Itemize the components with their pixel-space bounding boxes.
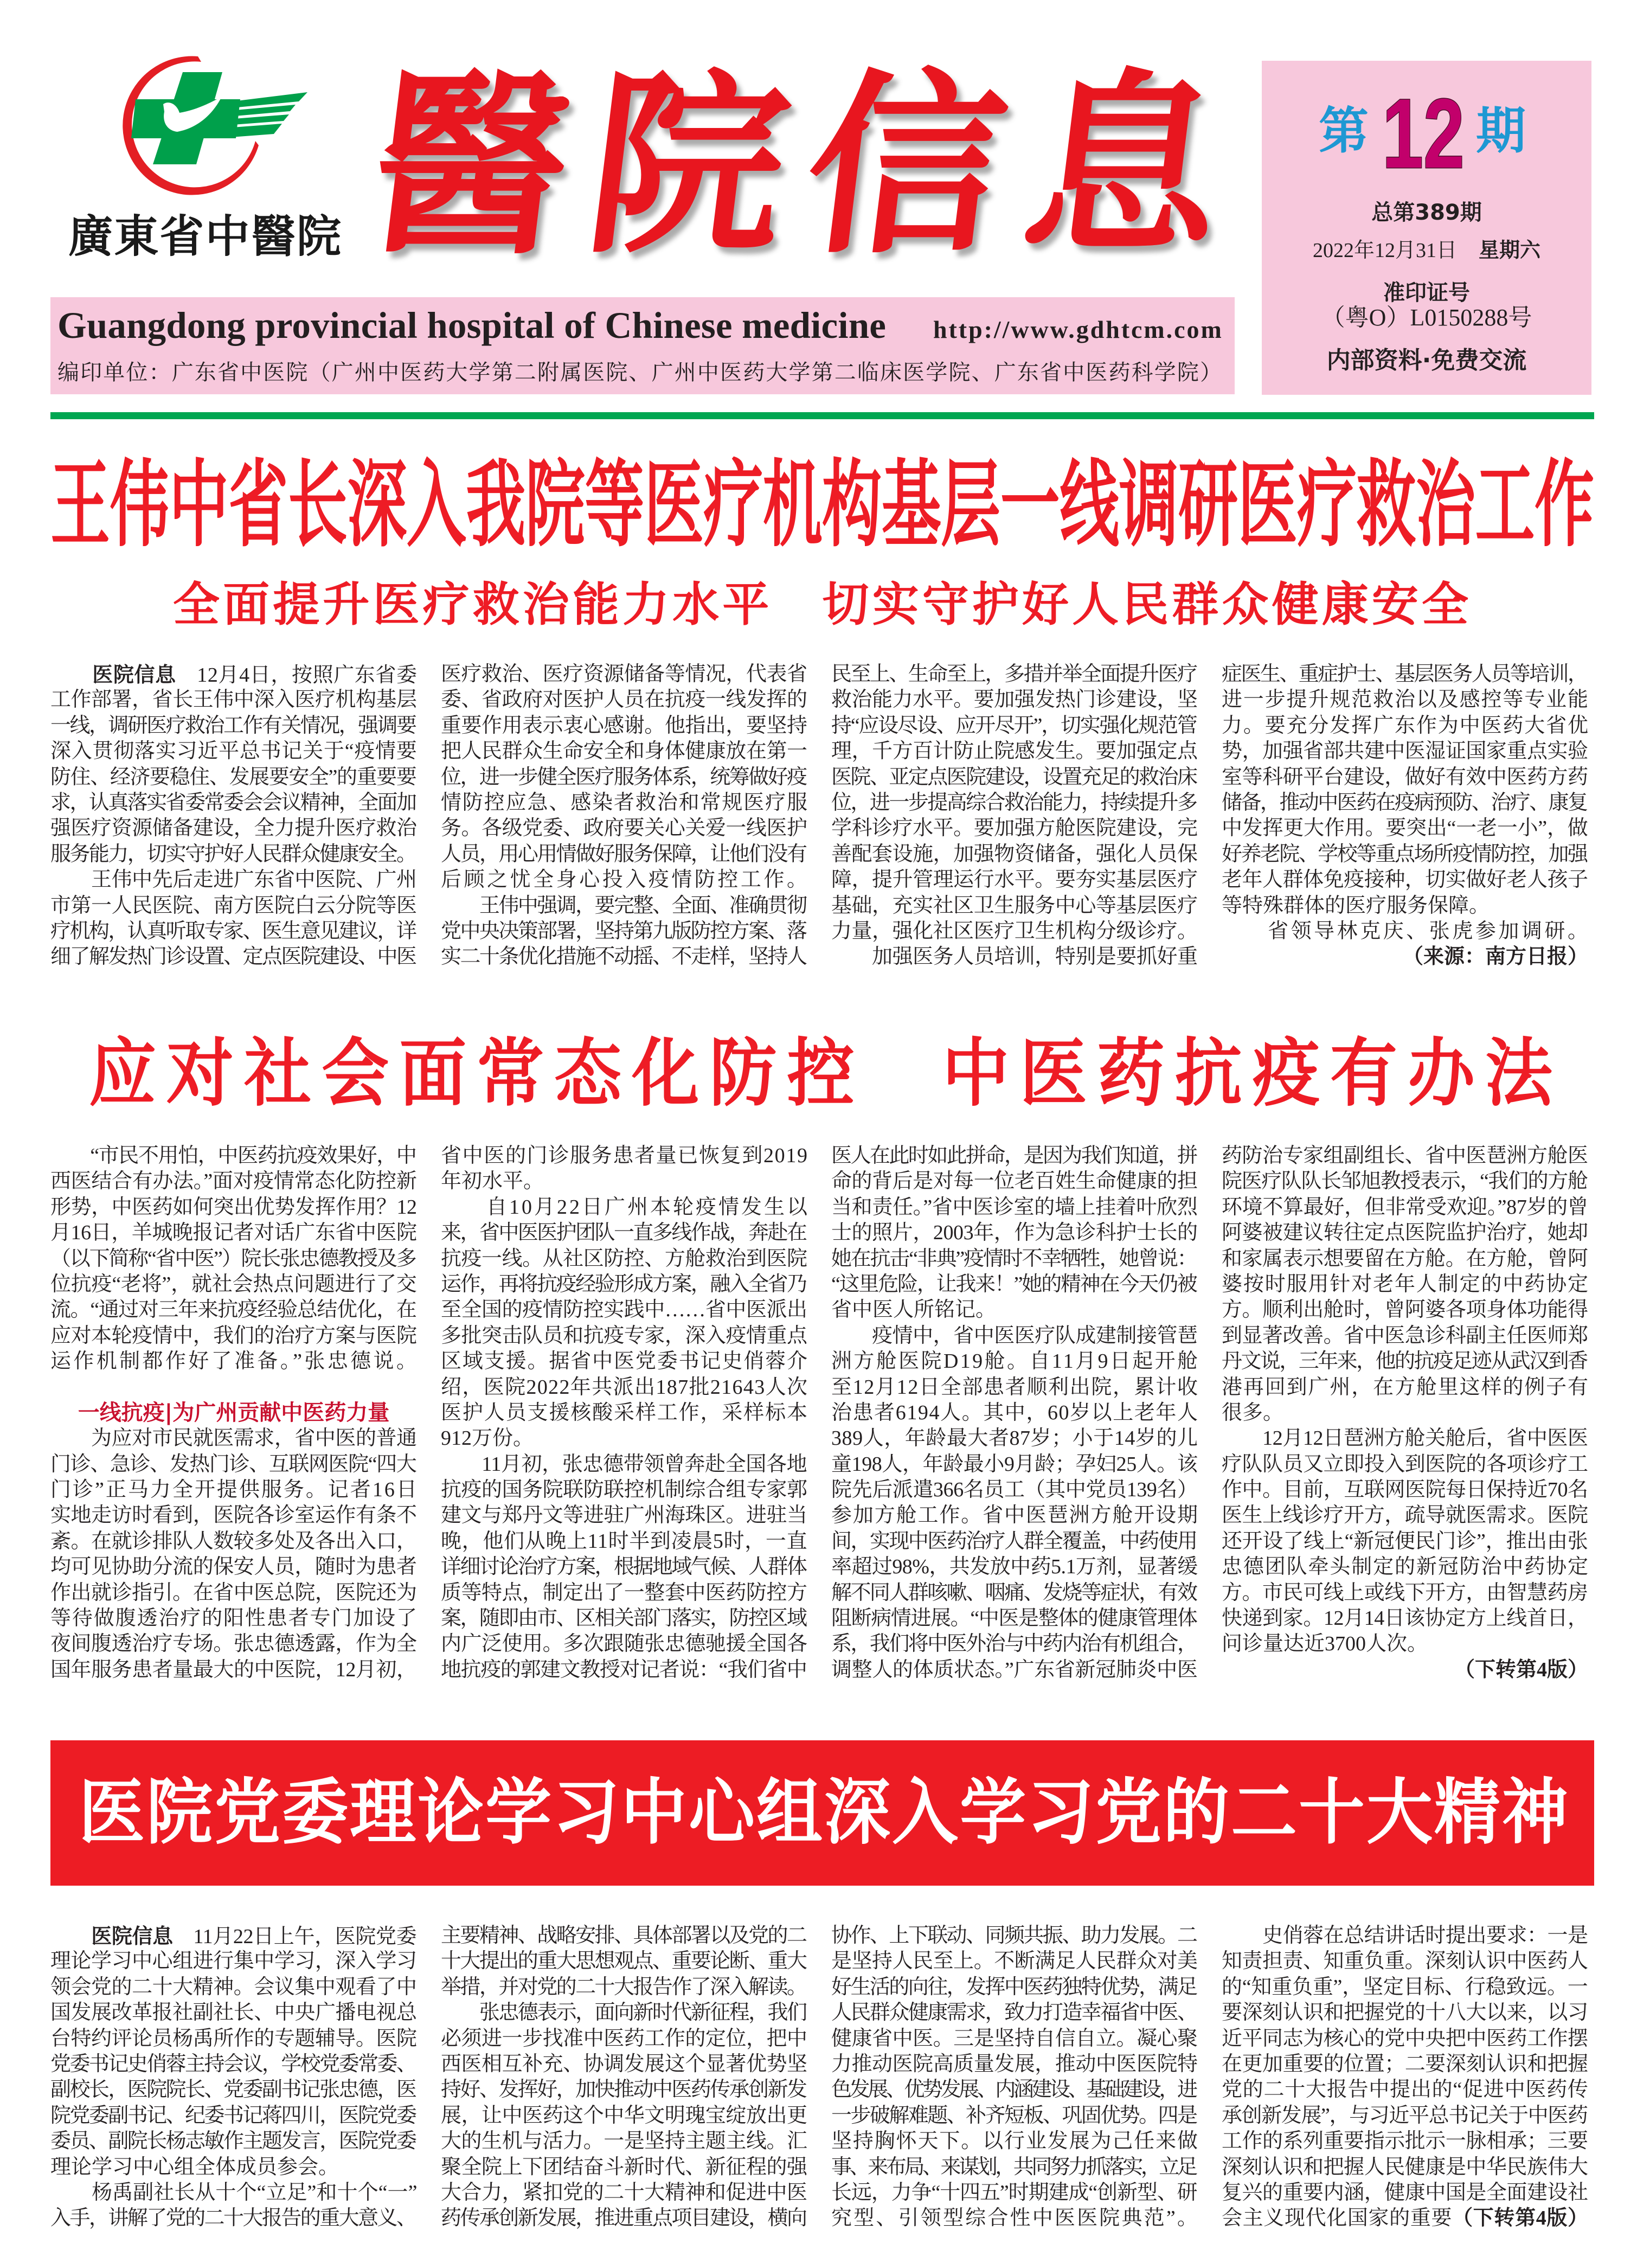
text-line: 的“知重负重”，坚定目标、行稳致远。一 <box>1222 1975 1588 1998</box>
article-column <box>831 1143 1198 1683</box>
article-column <box>50 1143 420 1683</box>
text-line: 加强医务人员培训，特别是要抓好重 <box>831 945 1198 969</box>
text-line: 还开设了线上“新冠便民门诊”，推出由张 <box>1222 1529 1588 1553</box>
text-line: 案，随即由市、区相关部门落实，防控区域 <box>441 1607 806 1630</box>
text-line: 运作机制都作好了准备。”张忠德说。 <box>50 1350 420 1373</box>
text-line: 力。要充分发挥广东作为中医药大省优 <box>1222 714 1589 737</box>
weekday: 星期六 <box>1479 239 1541 262</box>
text-line: 解不同人群咳嗽、咽痛、发烧等症状，有效 <box>831 1581 1197 1604</box>
text-line: 后顾之忧全身心投入疫情防控工作。 <box>441 868 810 892</box>
text-line: 西医结合有办法。”面对疫情常态化防控新 <box>50 1170 417 1193</box>
text-line: 务。各级党委、政府要关心关爱一线医护 <box>441 817 807 840</box>
text-line: 阻断病情进展。“中医是整体的健康管理体 <box>831 1607 1197 1630</box>
total-issue: 总第389期 <box>1371 200 1482 225</box>
text-line: 建文与郑丹文等进驻广州海珠区。进驻当 <box>441 1504 807 1527</box>
text-line: 至12月12日全部患者顺利出院，累计收 <box>831 1375 1199 1399</box>
text-line: 近平同志为核心的党中央把中医药工作摆 <box>1222 2027 1588 2050</box>
text-line: 大的生机与活力。一是坚持主题主线。汇 <box>441 2130 807 2153</box>
text-line: 持好、发挥好，加快推动中医药传承创新发 <box>441 2078 806 2102</box>
text-line: 服务能力，切实守护好人民群众健康安全。 <box>50 842 416 866</box>
text-line: 症医生、重症护士、基层医务人员等培训， <box>1222 663 1587 685</box>
text-line: 坚持胸怀天下。以行业发展为己任来做 <box>831 2130 1199 2153</box>
text-line: 力推动医院高质量发展，推动中医医院特 <box>831 2052 1198 2075</box>
text-line: 晚，他们从晚上11时半到凌晨5时，一直 <box>441 1529 808 1553</box>
text-line: 协作、上下联动、同频共振、助力发展。二 <box>831 1924 1197 1947</box>
text-line: 理论学习中心组全体成员参会。 <box>50 2155 339 2179</box>
text-line: 到显著改善。省中医急诊科副主任医师郑 <box>1222 1324 1588 1347</box>
text-line: 国发展改革报社副社长、中央广播电视总 <box>50 2001 417 2024</box>
text-line: 西医相互补充、协调发展这个显著优势坚 <box>441 2052 807 2075</box>
text-line: 主要精神、战略安排、具体部署以及党的二 <box>441 1924 806 1947</box>
text-line: 储备，推动中医药在疫病预防、治疗、康复 <box>1222 791 1587 814</box>
text-line: 党的二十大报告中提出的“促进中医药传 <box>1222 2078 1589 2102</box>
text-line: 治患者6194人。其中，60岁以上老年人 <box>831 1401 1199 1424</box>
article-column <box>50 662 417 970</box>
text-line: 副校长，医院院长、党委副书记张忠德，医 <box>50 2078 416 2102</box>
text-line: 举措，并对党的二十大报告作了深入解读。 <box>441 1975 806 1998</box>
text-line: 士的照片，2003年，作为急诊科护士长的 <box>831 1221 1198 1245</box>
text-line: 医生上线诊疗开方，疏导就医需求。医院 <box>1222 1504 1588 1527</box>
text-line: 位，进一步健全医疗服务体系，统筹做好疫 <box>441 765 806 789</box>
text-line: 强医疗资源储备建设，全力提升医疗救治 <box>50 817 417 840</box>
text-line: 环境不算最好，但非常受欢迎。”87岁的曾 <box>1222 1195 1588 1219</box>
text-line: 当和责任。”省中医诊室的墙上挂着叶欣烈 <box>831 1195 1198 1219</box>
text-line: 领会党的二十大精神。会议集中观看了中 <box>50 1975 417 1998</box>
website-url: http://www.gdhtcm.com <box>933 316 1223 343</box>
english-hospital-name: Guangdong provincial hospital of Chinese medicine <box>57 305 887 346</box>
text-line: 疫情中，省中医医疗队成建制接管琶 <box>831 1324 1198 1347</box>
text-line: 是坚持人民至上。不断满足人民群众对美 <box>831 1950 1198 1973</box>
text-line: 省中医的门诊服务患者量已恢复到2019 <box>441 1144 808 1167</box>
text-line: 自10月22日广州本轮疫情发生以 <box>441 1195 810 1219</box>
text-line: 工作部署，省长王伟中深入医疗机构基层 <box>50 688 417 712</box>
text-line: 位抗疫“老将”，就社会热点问题进行了交 <box>50 1272 417 1296</box>
text-line: 究型、引领型综合性中医医院典范”。 <box>831 2207 1200 2230</box>
text-line: 人员，用心用情做好服务保障，让他们没有 <box>441 842 806 866</box>
text-line: 大合力，紧扣党的二十大精神和促进中医 <box>441 2181 807 2204</box>
text-line: 院医疗队队长邹旭教授表示，“我们的方舱 <box>1222 1170 1588 1193</box>
text-line: 室等科研平台建设，做好有效中医药方药 <box>1222 765 1588 789</box>
hospital-name: 廣東省中醫院 <box>68 210 343 262</box>
text-line: 细了解发热门诊设置、定点医院建设、中医 <box>50 945 416 969</box>
text-line: 抗疫一线。从社区防控、方舱救治到医院 <box>441 1247 807 1270</box>
blank-line <box>50 1375 417 1400</box>
text-line: 她在抗击“非典”疫情时不幸牺牲，她曾说： <box>831 1247 1197 1270</box>
text-line: 一线，调研医疗救治工作有关情况，强调要 <box>50 714 416 737</box>
text-line: 求，认真落实省委常委会会议精神，全面加 <box>50 791 416 814</box>
distribution-note: 内部资料·免费交流 <box>1326 347 1527 374</box>
headline: 应对社会面常态化防控 中医药抗疫有办法 <box>89 1030 1563 1117</box>
publisher-line: 编印单位：广东省中医院（广州中医药大学第二附属医院、广州中医药大学第二临床医学院、广东省中医药科学院） <box>57 360 1223 385</box>
article-column <box>50 1923 417 2232</box>
text-line: 委、省政府对医护人员在抗疫一线发挥的 <box>441 688 807 712</box>
text-line: 健康省中医。三是坚持自信自立。凝心聚 <box>831 2027 1198 2050</box>
text-line: “这里危险，让我来！”她的精神在今天仍被 <box>831 1272 1197 1296</box>
text-line: 院先后派遣366名员工（其中党员139名） <box>831 1478 1198 1502</box>
text-line: 参加方舱工作。省中医琶洲方舱开设期 <box>831 1504 1199 1527</box>
text-line: 389人，年龄最大者87岁；小于14岁的儿 <box>831 1427 1198 1450</box>
text-line: 作出就诊指引。在省中医总院，医院还为 <box>50 1581 417 1604</box>
text-line: 救治能力水平。要加强发热门诊建设，坚 <box>831 688 1198 712</box>
text-line: 等待做腹透治疗的阳性患者专门加设了 <box>50 1607 418 1630</box>
text-line: 门诊”正马力全开提供服务。记者16日 <box>50 1478 419 1502</box>
text-line: 力量，强化社区医疗卫生机构分级诊疗。 <box>831 919 1198 943</box>
subheadline: 全面提升医疗救治能力水平 切实守护好人民群众健康安全 <box>173 578 1472 632</box>
text-line: 年初水平。 <box>441 1170 544 1193</box>
text-line: 聚全院上下团结奋斗新时代、新征程的强 <box>441 2155 807 2179</box>
text-line: 药传承创新发展，推进重点项目建设，横向 <box>441 2207 806 2230</box>
masthead-divider <box>50 412 1594 419</box>
text-line: 展，让中医药这个中华文明瑰宝绽放出更 <box>441 2104 807 2127</box>
text-line: 长远，力争“十四五”时期建成“创新型、研 <box>831 2181 1197 2204</box>
text-line: 洲方舱医院D19舱。自11月9日起开舱 <box>831 1350 1200 1373</box>
text-line: 率超过98%，共发放中药5.1万剂，显著缓 <box>831 1555 1198 1579</box>
article-body <box>50 1143 1588 1683</box>
text-line: 老年人群体免疫接种，切实做好老人孩子 <box>1222 868 1588 892</box>
text-line: 深入贯彻落实习近平总书记关于“疫情要 <box>50 740 418 763</box>
text-line: 等特殊群体的医疗服务保障。 <box>1222 894 1490 917</box>
text-line: 详细讨论治疗方案，根据地域气候、人群体 <box>441 1555 806 1579</box>
text-line: 多批突击队员和抗疫专家，深入疫情重点 <box>441 1324 807 1347</box>
text-line: 防住、经济要稳住、发展要安全”的重要要 <box>50 765 416 789</box>
dateline-lead: 医院信息 <box>91 1924 173 1948</box>
text-line: 问诊量达近3700人次。 <box>1222 1632 1428 1656</box>
issue-date <box>1262 239 1591 262</box>
text-line: 色发展、优势发展、内涵建设、基础建设，进 <box>831 2078 1196 2102</box>
article-body <box>50 662 1591 970</box>
text-line: 均可见协助分流的保安人员，随时为患者 <box>50 1555 417 1579</box>
text-line: 史俏蓉在总结讲话时提出要求：一是 <box>1222 1924 1588 1947</box>
permit-number: （粤O）L0150288号 <box>1321 304 1532 331</box>
text-line: 命的背后是对每一位老百姓生命健康的担 <box>831 1170 1198 1193</box>
text-line: 医院、亚定点医院建设，设置充足的救治床 <box>831 765 1197 789</box>
text-line: 会主义现代化国家的重要（下转第4版） <box>1222 2207 1589 2230</box>
text-line: 王伟中先后走进广东省中医院、广州 <box>50 868 417 892</box>
text-line: 好生活的向往，发挥中医药独特优势，满足 <box>831 1975 1197 1998</box>
text-line: 复兴的重要内涵，健康中国是全面建设社 <box>1222 2181 1588 2204</box>
text-line: 学科诊疗水平。要加强方舱医院建设，完 <box>831 817 1198 840</box>
text-line: 系，我们将中医外治与中药内治有机组合， <box>831 1632 1197 1656</box>
text-line: 12月12日琶洲方舱关舱后，省中医医 <box>1222 1427 1588 1450</box>
text-line: 障，提升管理运行水平。要夯实基层医疗 <box>831 868 1198 892</box>
text-line: 王伟中强调，要完整、全面、准确贯彻 <box>441 894 806 917</box>
text-line: 十大提出的重大思想观点、重要论断、重大 <box>441 1950 806 1973</box>
text-line: 疗机构，认真听取专家、医生意见建议，详 <box>50 919 416 943</box>
article-column <box>1222 1923 1588 2232</box>
text-line: 为应对市民就医需求，省中医的普通 <box>50 1427 417 1450</box>
issue-prefix: 第 <box>1319 101 1369 160</box>
text-line: 童198人，年龄最小9月龄；孕妇25人。该 <box>831 1452 1198 1476</box>
text-line: “市民不用怕，中医药抗疫效果好，中 <box>50 1144 416 1167</box>
text-line: 理论学习中心组进行集中学习，深入学习 <box>50 1950 417 1973</box>
permit-label: 准印证号 <box>1383 280 1470 305</box>
article-body <box>50 1923 1588 2232</box>
text-line: （以下简称“省中医”）院长张忠德教授及多 <box>50 1247 416 1270</box>
text-line: 医护人员支援核酸采样工作，采样标本 <box>441 1401 808 1424</box>
text-line: 情防控应急、感染者救治和常规医疗服 <box>441 791 808 814</box>
text-line: 国年服务患者量最大的中医院，12月初， <box>50 1658 417 1681</box>
text-line: 方。市民可线上或线下开方，由智慧药房 <box>1222 1581 1588 1604</box>
text-line: 善配套设施，加强物资储备，强化人员保 <box>831 842 1198 866</box>
text-line: 药防治专家组副组长、省中医琶洲方舱医 <box>1222 1144 1588 1167</box>
text-line: 在更加重要的位置；二要深刻认识和把握 <box>1222 2052 1588 2075</box>
issue-suffix: 期 <box>1476 101 1526 160</box>
text-line: 势，加强省部共建中医湿证国家重点实验 <box>1222 740 1588 763</box>
text-line: 很多。 <box>1222 1401 1284 1424</box>
text-line: 把人民群众生命安全和身体健康放在第一 <box>441 740 807 763</box>
text-line: 运作，再将抗疫经验形成方案，融入全省乃 <box>441 1272 806 1296</box>
text-line: 疗队队员又立即投入到医院的各项诊疗工 <box>1222 1452 1588 1476</box>
source-note: （下转第4版） <box>1454 1658 1588 1681</box>
text-line: 党中央决策部署，坚持第九版防控方案、落 <box>441 919 806 943</box>
headline: 医院党委理论学习中心组深入学习党的二十大精神 <box>79 1771 1570 1854</box>
text-line: 张忠德表示，面向新时代新征程，我们 <box>441 2001 806 2024</box>
continued-note: （下转第4版） <box>1452 2207 1589 2230</box>
text-line: 一步破解难题、补齐短板、巩固优势。四是 <box>831 2104 1197 2127</box>
text-line: 作中。目前，互联网医院每日保持近70名 <box>1222 1478 1588 1502</box>
text-line: 医院信息 12月4日，按照广东省委 <box>92 662 418 687</box>
text-line: 忠德团队牵头制定的新冠防治中药协定 <box>1222 1555 1589 1579</box>
text-line: 持“应设尽设、应开尽开”，切实强化规范管 <box>831 714 1197 737</box>
text-line: 人民群众健康需求，致力打造幸福省中医、 <box>831 2001 1197 2024</box>
text-line: 民至上、生命至上，多措并举全面提升医疗 <box>831 663 1197 685</box>
article-column <box>1222 662 1591 970</box>
article-column <box>441 1923 807 2232</box>
text-line: 必须进一步找准中医药工作的定位，把中 <box>441 2027 807 2050</box>
source-note: （来源：南方日报） <box>1402 945 1588 969</box>
issue-number: 12 <box>1382 78 1465 189</box>
text-line: 11月初，张忠德带领曾奔赴全国各地 <box>441 1452 807 1476</box>
article-column <box>1222 1143 1588 1683</box>
text-line: 质等特点，制定出了一整套中医药防控方 <box>441 1581 807 1604</box>
text-line: 事、来布局、来谋划，共同努力抓落实，立足 <box>831 2155 1196 2179</box>
section-subheading: 一线抗疫|为广州贡献中医药力量 <box>78 1400 390 1425</box>
text-line: 区域支援。据省中医党委书记史俏蓉介 <box>441 1350 808 1373</box>
text-line: 912万份。 <box>441 1427 534 1450</box>
text-line: 内广泛使用。多次跟随张忠德驰援全国各 <box>441 1632 807 1656</box>
text-line: 婆按时服用针对老年人制定的中药协定 <box>1222 1272 1589 1296</box>
text-line: 省中医人所铭记。 <box>831 1298 997 1322</box>
text-line: 丹文说，三年来，他的抗疫足迹从武汉到香 <box>1222 1350 1587 1373</box>
text-line: 医院信息 11月22日上午，医院党委 <box>91 1924 417 1948</box>
text-line: 流。“通过对三年来抗疫经验总结优化，在 <box>50 1298 416 1322</box>
newspaper-title: 醫院信息 <box>358 50 1259 280</box>
article-column <box>441 662 810 970</box>
cross-dove-logo-icon <box>111 54 309 196</box>
text-line: 形势，中医药如何突出优势发挥作用？12 <box>50 1195 417 1219</box>
text-line: 门诊、急诊、发热门诊、互联网医院“四大 <box>50 1452 416 1476</box>
article-column <box>441 1143 810 1683</box>
text-line: 市第一人民医院、南方医院白云分院等医 <box>50 894 417 917</box>
text-line: 绍，医院2022年共派出187批21643人次 <box>441 1375 808 1399</box>
text-line: 重要作用表示衷心感谢。他指出，要坚持 <box>441 714 807 737</box>
text-line: 杨禹副社长从十个“立足”和十个“一” <box>50 2181 418 2204</box>
text-line: 调整人的体质状态。”广东省新冠肺炎中医 <box>831 1658 1198 1681</box>
text-line: 工作的系列重要指示批示一脉相承；三要 <box>1222 2130 1588 2153</box>
text-line: 夜间腹透治疗专场。张忠德透露，作为全 <box>50 1632 417 1656</box>
text-line: 地抗疫的郭建文教授对记者说：“我们省中 <box>441 1658 807 1681</box>
text-line: 知责担责、知重负重。深刻认识中医药人 <box>1222 1950 1588 1973</box>
text-line: 医疗救治、医疗资源储备等情况，代表省 <box>441 663 807 685</box>
text-line: 深刻认识和把握人民健康是中华民族伟大 <box>1222 2155 1588 2179</box>
text-line: 中发挥更大作用。要突出“一老一小”，做 <box>1222 817 1588 840</box>
dateline-lead: 医院信息 <box>92 662 176 687</box>
text-line: 间，实现中医药治疗人群全覆盖，中药使用 <box>831 1529 1197 1553</box>
text-line: 阿婆被建议转往定点医院监护治疗，她却 <box>1222 1221 1588 1245</box>
text-line: 好养老院、学校等重点场所疫情防控，加强 <box>1222 842 1587 866</box>
text-line: 党委书记史俏蓉主持会议，学校党委常委、 <box>50 2052 416 2075</box>
text-line: 入手，讲解了党的二十大报告的重大意义、 <box>50 2207 416 2230</box>
text-line: 台特约评论员杨禹所作的专题辅导。医院 <box>50 2027 417 2050</box>
text-line: 理，千方百计防止院感发生。要加强定点 <box>831 740 1198 763</box>
text-line: 月16日，羊城晚报记者对话广东省中医院 <box>50 1221 417 1245</box>
text-line: 位，进一步提高综合救治能力，持续提升多 <box>831 791 1197 814</box>
text-line: 实地走访时看到，医院各诊室运作有条不 <box>50 1504 417 1527</box>
article-column <box>831 1923 1198 2232</box>
text-line: 快递到家。12月14日该协定方上线首日， <box>1222 1607 1588 1630</box>
text-line: 承创新发展”，与习近平总书记关于中医药 <box>1222 2104 1588 2127</box>
text-line: 抗疫的国务院联防联控机制综合组专家郭 <box>441 1478 807 1502</box>
hospital-logo <box>111 54 309 196</box>
text-line: 紊。在就诊排队人数较多处及各出入口， <box>50 1529 417 1553</box>
text-line: 省领导林克庆、张虎参加调研。 <box>1222 919 1591 943</box>
headline: 王伟中省长深入我院等医疗机构基层一线调研医疗救治工作 <box>50 450 1594 560</box>
text-line: 进一步提升规范救治以及感控等专业能 <box>1222 688 1589 712</box>
text-line: 院党委副书记、纪委书记蒋四川，医院党委 <box>50 2104 416 2127</box>
text-line: 方。顺利出舱时，曾阿婆各项身体功能得 <box>1222 1298 1588 1322</box>
text-line: 和家属表示想要留在方舱。在方舱，曾阿 <box>1222 1247 1588 1270</box>
date: 2022年12月31日 <box>1312 239 1457 262</box>
text-line: 委员、副院长杨志敏作主题发言，医院党委 <box>50 2130 416 2153</box>
text-line: 要深刻认识和把握党的十八大以来，以习 <box>1222 2001 1588 2024</box>
text-line: 应对本轮疫情中，我们的治疗方案与医院 <box>50 1324 417 1347</box>
text-line: 基础，充实社区卫生服务中心等基层医疗 <box>831 894 1198 917</box>
text-line: 港再回到广州，在方舱里这样的例子有 <box>1222 1375 1589 1399</box>
article-column <box>831 662 1198 970</box>
text-line: 实二十条优化措施不动摇、不走样，坚持人 <box>441 945 806 969</box>
text-line: 至全国的疫情防控实践中……省中医派出 <box>441 1298 807 1322</box>
text-line: 医人在此时如此拼命，是因为我们知道，拼 <box>831 1144 1197 1167</box>
text-line: 来，省中医医护团队一直多线作战，奔赴在 <box>441 1221 806 1245</box>
